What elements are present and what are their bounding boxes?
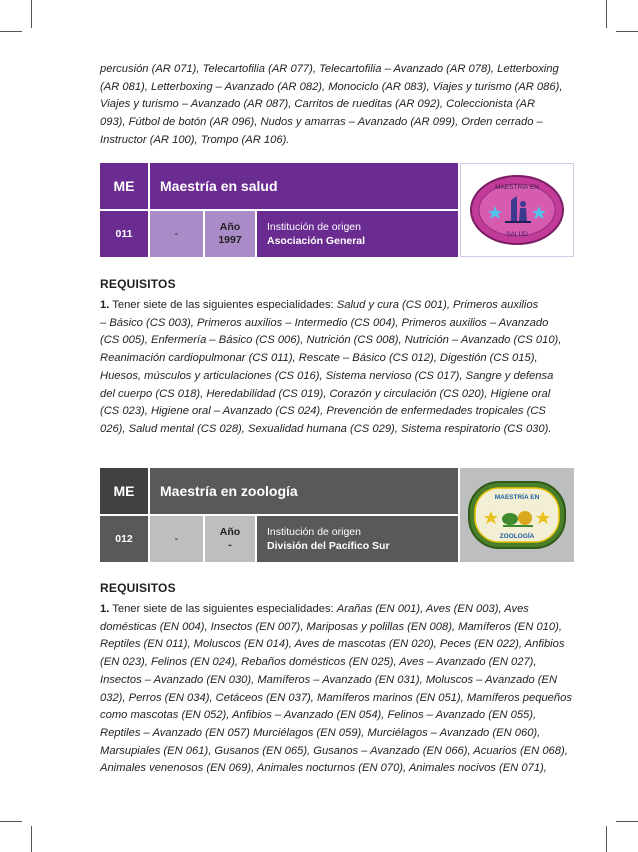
- requirement-line: Reptiles (EN 011), Moluscos (EN 014), Aves de mascotas (EN 020), Peces (EN 022), Anfibios: [100, 638, 565, 651]
- requirement-line: (CS 023), Higiene oral – Avanzado (CS 024), Prevención de enfermedades tropicales (CS: [100, 405, 546, 418]
- requirement-line: 026), Salud mental (CS 028), Sexualidad humana (CS 029), Sistema respiratorio (CS 030).: [100, 422, 552, 435]
- card-abbr: [100, 468, 148, 514]
- requirement-line: (CS 005), Enfermería – Básico (CS 006), Nutrición (CS 008), Nutrición – Avanzado (CS 010),: [100, 334, 562, 347]
- intro-line: percusión (AR 071), Telecartofilia (AR 077), Telecartofilia – Avanzado (AR 078), Letterboxing: [100, 63, 559, 75]
- badge-top-text: MAESTRIA EN: [495, 184, 539, 191]
- requirement-line: Huesos, músculos y articulaciones (CS 016), Sistema nervioso (CS 017), Sangre y defensa: [100, 369, 554, 382]
- badge-bottom-text: ZOOLOGÍA: [499, 533, 535, 540]
- requirement-line: Animales venenosos (EN 069), Animales nocturnos (EN 070), Animales nocivos (EN 071),: [100, 762, 547, 775]
- card-code: 011: [115, 228, 133, 240]
- requirements-heading-2: REQUISITOS: [100, 581, 176, 595]
- card-year-value: -: [228, 539, 232, 551]
- requirement-line: Salud y cura (CS 001), Primeros auxilios: [336, 299, 539, 311]
- requirement-number: 1.: [100, 603, 110, 615]
- requirements-paragraph-2: [100, 601, 578, 778]
- crop-mark-bottom-left-h: [0, 821, 22, 822]
- crop-mark-top-right-h: [616, 31, 638, 32]
- requirement-line: del cuerpo (CS 018), Heredabilidad (CS 019), Corazón y circulación (CS 020), Higiene oral: [100, 387, 551, 400]
- crop-mark-top-left-h: [0, 31, 22, 32]
- card-code-cell: [100, 211, 148, 257]
- requirement-lead: Tener siete de las siguientes especialidades:: [109, 603, 337, 615]
- requirement-line: Marsupiales (EN 061), Gusanos (EN 065), Gusanos – Avanzado (EN 066), Acuarios (EN 068),: [100, 744, 568, 757]
- requirements-paragraph-1: [100, 297, 578, 439]
- card-origin-cell: [257, 211, 458, 257]
- requirement-lead: Tener siete de las siguientes especialidades:: [109, 299, 337, 311]
- specialty-card-salud: [100, 163, 574, 258]
- card-code-cell: [100, 516, 148, 562]
- card-abbr: [100, 163, 148, 209]
- card-origin-value: División del Pacífico Sur: [267, 540, 390, 552]
- intro-line: Viajes y turismo – Avanzado (AR 087), Carritos de rueditas (AR 092), Coleccionista (AR: [100, 98, 536, 111]
- card-title: Maestría en salud: [160, 178, 278, 194]
- card-year-label: Año: [219, 221, 241, 233]
- intro-paragraph: [100, 61, 578, 150]
- specialty-card-zoologia: [100, 468, 574, 563]
- crop-mark-top-right-v: [606, 0, 607, 28]
- card-badge-frame: [460, 468, 574, 562]
- salud-badge-icon: [465, 170, 569, 250]
- card-origin-label: Institución de origen: [267, 221, 361, 233]
- crop-mark-top-left-v: [31, 0, 32, 28]
- requirement-number: 1.: [100, 299, 110, 311]
- crop-mark-bottom-left-v: [31, 826, 32, 852]
- requirement-line: como mascotas (EN 052), Anfibios – Avanzado (EN 054), Felinos – Avanzado (EN 055),: [100, 709, 537, 722]
- card-dash-cell: [150, 211, 203, 257]
- intro-line: Instructor (AR 100), Trompo (AR 106).: [100, 133, 290, 146]
- zoologia-badge-icon: [465, 478, 569, 552]
- card-title-bar: [150, 163, 458, 209]
- card-origin-value: Asociación General: [267, 235, 366, 247]
- requirement-line: (EN 023), Felinos (EN 024), Rebaños domésticos (EN 025), Aves – Avanzado (EN 027),: [100, 656, 537, 669]
- badge-bottom-text: SALUD: [506, 231, 528, 238]
- card-dash: -: [174, 228, 179, 240]
- requirement-line: Insectos – Avanzado (EN 030), Mamíferos – Avanzado (EN 031), Moluscos – Avanzado (EN: [100, 673, 558, 686]
- card-title: Maestría en zoología: [160, 483, 298, 499]
- crop-mark-bottom-right-h: [616, 821, 638, 822]
- card-dash-cell: [150, 516, 203, 562]
- card-origin-cell: [257, 516, 458, 562]
- card-year-value: 1997: [218, 234, 242, 246]
- crop-mark-bottom-right-v: [606, 826, 607, 852]
- card-title-bar: [150, 468, 458, 514]
- requirement-line: domésticas (EN 004), Insectos (EN 007), Mariposas y polillas (EN 008), Mamíferos (EN 010),: [100, 620, 562, 633]
- requirement-line: Reptiles – Avanzado (EN 057) Murciélagos (EN 059), Murciélagos – Avanzado (EN 060),: [100, 726, 541, 739]
- card-year-cell: [205, 211, 255, 257]
- card-year-label: Año: [219, 526, 241, 538]
- badge-top-text: MAESTRÍA EN: [494, 494, 540, 501]
- requirement-line: 032), Perros (EN 034), Cetáceos (EN 037), Mamíferos marinos (EN 051), Mamíferos pequeños: [100, 691, 572, 704]
- requirements-heading-1: REQUISITOS: [100, 277, 176, 291]
- card-origin-label: Institución de origen: [267, 526, 361, 538]
- requirement-line: Reanimación cardiopulmonar (CS 011), Rescate – Básico (CS 012), Digestión (CS 015),: [100, 352, 538, 365]
- requirement-line: Arañas (EN 001), Aves (EN 003), Aves: [336, 603, 529, 615]
- intro-line: 093), Fútbol de botón (AR 096), Nudos y amarras – Avanzado (AR 099), Orden cerrado –: [100, 116, 543, 129]
- card-abbr-text: ME: [113, 483, 135, 499]
- requirement-line: – Básico (CS 003), Primeros auxilios – Intermedio (CS 004), Primeros auxilios – Avanzado: [100, 316, 549, 329]
- card-badge-frame: [460, 163, 574, 257]
- intro-line: (AR 081), Letterboxing – Avanzado (AR 082), Monociclo (AR 083), Viajes y turismo (AR 086),: [100, 80, 563, 93]
- card-dash: -: [174, 533, 179, 545]
- card-code: 012: [115, 533, 133, 545]
- card-year-cell: [205, 516, 255, 562]
- card-abbr-text: ME: [113, 178, 135, 194]
